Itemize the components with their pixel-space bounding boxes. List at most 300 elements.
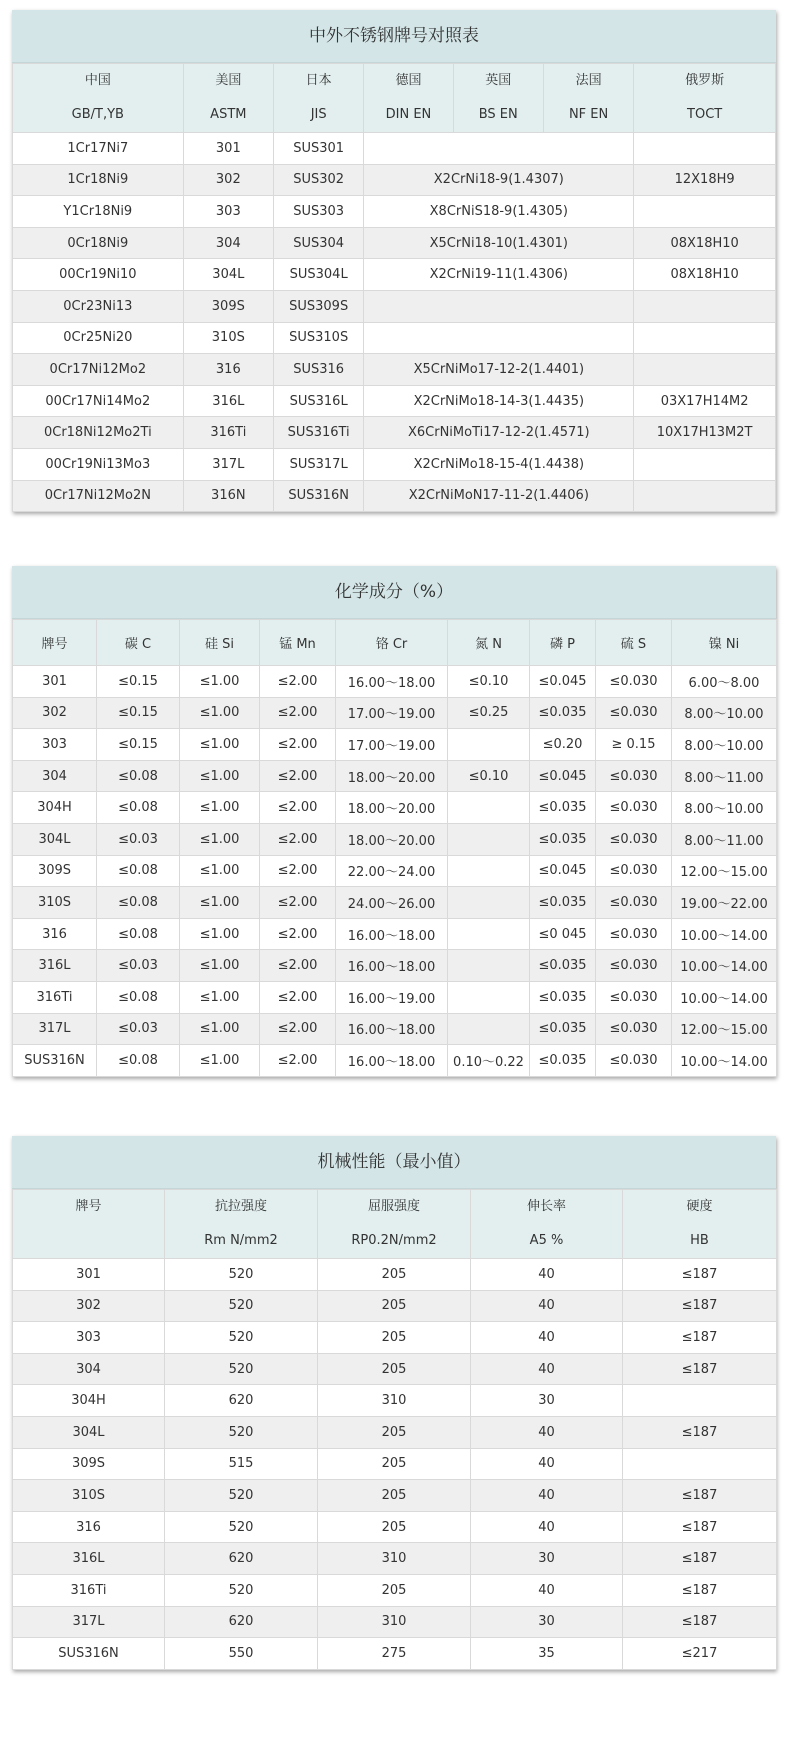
- cell-jis-grade: SUS304: [274, 227, 364, 259]
- table-cell: 22.00～24.00: [336, 855, 448, 887]
- cell-jis-grade: SUS303: [274, 196, 364, 228]
- table-cell: ≤0.030: [596, 950, 672, 982]
- table-cell: ≤1.00: [180, 855, 260, 887]
- table-cell: 316: [13, 918, 97, 950]
- table-row: [13, 227, 776, 259]
- table-cell: 310S: [13, 1480, 165, 1512]
- column-header: 硅 Si: [180, 620, 260, 666]
- table-cell: 520: [165, 1322, 318, 1354]
- cell-eu-grade: X5CrNi18-10(1.4301): [364, 227, 634, 259]
- table-cell: 309S: [13, 855, 97, 887]
- table-cell: ≤0.030: [596, 855, 672, 887]
- cell-toct-grade: 10X17H13M2T: [634, 417, 776, 449]
- cell-jis-grade: SUS301: [274, 133, 364, 165]
- table-cell: 10.00～14.00: [672, 918, 777, 950]
- table-row: [13, 1511, 777, 1543]
- cell-china-grade: 0Cr17Ni12Mo2: [13, 354, 184, 386]
- mech-table-body: [13, 1259, 777, 1670]
- cell-china-grade: 00Cr17Ni14Mo2: [13, 385, 184, 417]
- column-header: 硫 S: [596, 620, 672, 666]
- table-cell: [448, 1013, 530, 1045]
- table-cell: 205: [318, 1480, 471, 1512]
- cell-eu-grade: [364, 133, 634, 165]
- table-row: [13, 918, 777, 950]
- table-cell: ≤0.03: [97, 1013, 180, 1045]
- table-cell: ≤2.00: [260, 1045, 336, 1077]
- header-china: 中国 GB/T,YB: [13, 64, 184, 133]
- table-cell: ≤0.030: [596, 887, 672, 919]
- cell-toct-grade: [634, 480, 776, 512]
- table-cell: 310: [318, 1385, 471, 1417]
- cell-eu-grade: X6CrNiMoTi17-12-2(1.4571): [364, 417, 634, 449]
- table-cell: ≤187: [623, 1543, 777, 1575]
- table-cell: ≤2.00: [260, 760, 336, 792]
- chem-table-title: 化学成分（%）: [12, 566, 776, 619]
- table-cell: 301: [13, 1259, 165, 1291]
- table-cell: 304L: [13, 823, 97, 855]
- cell-eu-grade: X2CrNiMo18-14-3(1.4435): [364, 385, 634, 417]
- table-row: [13, 480, 776, 512]
- table-cell: ≤0.030: [596, 697, 672, 729]
- cell-astm-grade: 301: [183, 133, 273, 165]
- table-row: [13, 196, 776, 228]
- table-cell: 18.00～20.00: [336, 823, 448, 855]
- table-cell: 520: [165, 1259, 318, 1291]
- table-cell: 10.00～14.00: [672, 981, 777, 1013]
- table-cell: ≤187: [623, 1574, 777, 1606]
- table-cell: 40: [471, 1480, 623, 1512]
- table-row: [13, 855, 777, 887]
- table-cell: ≤0.045: [530, 760, 596, 792]
- table-cell: 16.00～18.00: [336, 666, 448, 698]
- table-cell: 19.00～22.00: [672, 887, 777, 919]
- table-cell: ≤0.030: [596, 981, 672, 1013]
- table-cell: ≤0.030: [596, 760, 672, 792]
- table-cell: ≤0.08: [97, 981, 180, 1013]
- table-row: [13, 1353, 777, 1385]
- table-row: [13, 164, 776, 196]
- table-cell: [448, 792, 530, 824]
- table-cell: 6.00～8.00: [672, 666, 777, 698]
- table-cell: 16.00～18.00: [336, 1045, 448, 1077]
- table-row: [13, 729, 777, 761]
- table-cell: 302: [13, 697, 97, 729]
- mech-table-header-row: [13, 1190, 777, 1259]
- table-cell: ≤2.00: [260, 918, 336, 950]
- cell-china-grade: 0Cr18Ni9: [13, 227, 184, 259]
- table-cell: ≤0.20: [530, 729, 596, 761]
- table-cell: 520: [165, 1353, 318, 1385]
- table-cell: 550: [165, 1638, 318, 1670]
- cell-jis-grade: SUS317L: [274, 448, 364, 480]
- table-cell: ≤0.08: [97, 1045, 180, 1077]
- cell-jis-grade: SUS316L: [274, 385, 364, 417]
- table-cell: [448, 950, 530, 982]
- table-cell: 275: [318, 1638, 471, 1670]
- cell-toct-grade: [634, 322, 776, 354]
- table-cell: [623, 1385, 777, 1417]
- table-cell: 205: [318, 1511, 471, 1543]
- table-cell: ≤0.045: [530, 855, 596, 887]
- table-cell: ≤1.00: [180, 823, 260, 855]
- table-cell: 310S: [13, 887, 97, 919]
- table-cell: ≤0.035: [530, 887, 596, 919]
- table-cell: ≤0.15: [97, 666, 180, 698]
- column-header: 铬 Cr: [336, 620, 448, 666]
- table-cell: [623, 1448, 777, 1480]
- table-row: [13, 1638, 777, 1670]
- table-cell: 8.00～10.00: [672, 729, 777, 761]
- cell-china-grade: 0Cr18Ni12Mo2Ti: [13, 417, 184, 449]
- table-cell: ≤0.10: [448, 760, 530, 792]
- cell-astm-grade: 317L: [183, 448, 273, 480]
- table-cell: 40: [471, 1259, 623, 1291]
- table-cell: 35: [471, 1638, 623, 1670]
- table-cell: ≤0.15: [97, 729, 180, 761]
- table-cell: ≤1.00: [180, 697, 260, 729]
- table-row: [13, 290, 776, 322]
- table-cell: 16.00～18.00: [336, 918, 448, 950]
- table-cell: 520: [165, 1290, 318, 1322]
- cell-china-grade: 1Cr18Ni9: [13, 164, 184, 196]
- chem-table-header-row: [13, 620, 777, 666]
- table-cell: ≤0.25: [448, 697, 530, 729]
- table-cell: ≤187: [623, 1480, 777, 1512]
- column-header: 锰 Mn: [260, 620, 336, 666]
- header-france: 法国 NF EN: [543, 64, 633, 133]
- column-header: 伸长率 A5 %: [471, 1190, 623, 1259]
- table-row: [13, 448, 776, 480]
- cell-astm-grade: 316: [183, 354, 273, 386]
- table-cell: SUS316N: [13, 1638, 165, 1670]
- table-cell: 0.10～0.22: [448, 1045, 530, 1077]
- chemical-composition-table: [12, 619, 777, 1077]
- table-cell: ≤0.035: [530, 823, 596, 855]
- table-cell: 316L: [13, 1543, 165, 1575]
- table-row: [13, 259, 776, 291]
- table-cell: 30: [471, 1606, 623, 1638]
- cell-eu-grade: [364, 322, 634, 354]
- table-cell: 8.00～10.00: [672, 697, 777, 729]
- table-cell: ≤0.035: [530, 950, 596, 982]
- column-header: 碳 C: [97, 620, 180, 666]
- table-row: [13, 1013, 777, 1045]
- table-cell: 40: [471, 1322, 623, 1354]
- table-cell: ≤0.035: [530, 1013, 596, 1045]
- table-row: [13, 887, 777, 919]
- table-cell: ≤0.03: [97, 950, 180, 982]
- table-row: [13, 417, 776, 449]
- table-cell: ≤0.15: [97, 697, 180, 729]
- cell-astm-grade: 316L: [183, 385, 273, 417]
- cell-jis-grade: SUS310S: [274, 322, 364, 354]
- table-cell: ≤0.035: [530, 981, 596, 1013]
- table-cell: 620: [165, 1606, 318, 1638]
- column-header: 屈服强度 RP0.2N/mm2: [318, 1190, 471, 1259]
- table-cell: 303: [13, 729, 97, 761]
- cell-astm-grade: 303: [183, 196, 273, 228]
- table-cell: ≤1.00: [180, 981, 260, 1013]
- table-cell: 304: [13, 760, 97, 792]
- table-row: [13, 1259, 777, 1291]
- table-row: [13, 1543, 777, 1575]
- column-header: 牌号: [13, 620, 97, 666]
- table-cell: ≤0.08: [97, 792, 180, 824]
- table-cell: 520: [165, 1416, 318, 1448]
- table-cell: ≤2.00: [260, 950, 336, 982]
- cell-astm-grade: 316N: [183, 480, 273, 512]
- table-cell: 205: [318, 1353, 471, 1385]
- table-cell: 10.00～14.00: [672, 1045, 777, 1077]
- table-row: [13, 981, 777, 1013]
- table-cell: ≤1.00: [180, 729, 260, 761]
- table-cell: 17.00～19.00: [336, 697, 448, 729]
- table-cell: ≤187: [623, 1416, 777, 1448]
- table-cell: 515: [165, 1448, 318, 1480]
- table-cell: 40: [471, 1574, 623, 1606]
- table-cell: 520: [165, 1480, 318, 1512]
- table-cell: 40: [471, 1353, 623, 1385]
- table-cell: ≤1.00: [180, 1013, 260, 1045]
- table-cell: ≤2.00: [260, 1013, 336, 1045]
- grade-table-header-row: [13, 64, 776, 133]
- cell-china-grade: 0Cr25Ni20: [13, 322, 184, 354]
- cell-jis-grade: SUS302: [274, 164, 364, 196]
- cell-eu-grade: X5CrNiMo17-12-2(1.4401): [364, 354, 634, 386]
- cell-astm-grade: 316Ti: [183, 417, 273, 449]
- cell-china-grade: Y1Cr18Ni9: [13, 196, 184, 228]
- cell-eu-grade: X8CrNiS18-9(1.4305): [364, 196, 634, 228]
- grade-table-title: 中外不锈钢牌号对照表: [12, 10, 776, 63]
- table-cell: [448, 887, 530, 919]
- table-cell: ≤2.00: [260, 697, 336, 729]
- table-row: [13, 1480, 777, 1512]
- header-russia: 俄罗斯 TOCT: [634, 64, 776, 133]
- table-row: [13, 792, 777, 824]
- table-cell: [448, 823, 530, 855]
- table-cell: 304: [13, 1353, 165, 1385]
- table-row: [13, 697, 777, 729]
- table-cell: ≤1.00: [180, 887, 260, 919]
- table-cell: 17.00～19.00: [336, 729, 448, 761]
- table-cell: 12.00～15.00: [672, 855, 777, 887]
- cell-china-grade: 0Cr23Ni13: [13, 290, 184, 322]
- chemical-composition-panel: [12, 566, 776, 1077]
- cell-toct-grade: [634, 354, 776, 386]
- cell-toct-grade: 03X17H14M2: [634, 385, 776, 417]
- column-header: 磷 P: [530, 620, 596, 666]
- table-cell: ≤2.00: [260, 666, 336, 698]
- header-germany: 德国 DIN EN: [364, 64, 453, 133]
- table-cell: ≤0.03: [97, 823, 180, 855]
- table-cell: ≤2.00: [260, 981, 336, 1013]
- column-header: 硬度 HB: [623, 1190, 777, 1259]
- grade-comparison-panel: [12, 10, 776, 512]
- table-cell: 309S: [13, 1448, 165, 1480]
- table-cell: ≤2.00: [260, 823, 336, 855]
- table-cell: [448, 855, 530, 887]
- table-cell: [448, 729, 530, 761]
- table-cell: 8.00～11.00: [672, 760, 777, 792]
- table-cell: ≤0.045: [530, 666, 596, 698]
- table-cell: 303: [13, 1322, 165, 1354]
- table-cell: 310: [318, 1606, 471, 1638]
- table-cell: 301: [13, 666, 97, 698]
- table-cell: 8.00～11.00: [672, 823, 777, 855]
- table-row: [13, 950, 777, 982]
- cell-toct-grade: 12X18H9: [634, 164, 776, 196]
- table-cell: 316: [13, 1511, 165, 1543]
- table-cell: ≤2.00: [260, 729, 336, 761]
- table-cell: 317L: [13, 1013, 97, 1045]
- table-row: [13, 1045, 777, 1077]
- table-row: [13, 1322, 777, 1354]
- table-cell: 520: [165, 1574, 318, 1606]
- table-cell: 316Ti: [13, 981, 97, 1013]
- cell-astm-grade: 310S: [183, 322, 273, 354]
- table-cell: 16.00～19.00: [336, 981, 448, 1013]
- table-cell: ≤0.08: [97, 887, 180, 919]
- grade-table-body: [13, 133, 776, 512]
- cell-jis-grade: SUS316N: [274, 480, 364, 512]
- table-cell: ≤0.10: [448, 666, 530, 698]
- table-cell: ≤187: [623, 1259, 777, 1291]
- table-cell: 620: [165, 1385, 318, 1417]
- table-row: [13, 1574, 777, 1606]
- cell-eu-grade: [364, 290, 634, 322]
- cell-jis-grade: SUS309S: [274, 290, 364, 322]
- cell-china-grade: 1Cr17Ni7: [13, 133, 184, 165]
- table-row: [13, 1290, 777, 1322]
- table-row: [13, 823, 777, 855]
- table-cell: ≤0.08: [97, 855, 180, 887]
- table-cell: ≤0.035: [530, 697, 596, 729]
- table-cell: 205: [318, 1322, 471, 1354]
- chem-table-body: [13, 666, 777, 1077]
- cell-jis-grade: SUS304L: [274, 259, 364, 291]
- table-cell: ≤187: [623, 1606, 777, 1638]
- table-cell: [448, 981, 530, 1013]
- table-row: [13, 1606, 777, 1638]
- table-cell: 18.00～20.00: [336, 792, 448, 824]
- table-row: [13, 1416, 777, 1448]
- column-header: 氮 N: [448, 620, 530, 666]
- table-cell: ≤187: [623, 1353, 777, 1385]
- table-cell: ≤0.035: [530, 1045, 596, 1077]
- table-cell: ≤187: [623, 1290, 777, 1322]
- cell-china-grade: 00Cr19Ni10: [13, 259, 184, 291]
- table-cell: ≤1.00: [180, 666, 260, 698]
- cell-toct-grade: [634, 133, 776, 165]
- table-cell: 18.00～20.00: [336, 760, 448, 792]
- table-cell: ≤1.00: [180, 950, 260, 982]
- cell-toct-grade: [634, 196, 776, 228]
- table-cell: 304H: [13, 792, 97, 824]
- cell-astm-grade: 302: [183, 164, 273, 196]
- header-usa: 美国 ASTM: [183, 64, 273, 133]
- table-cell: 16.00～18.00: [336, 950, 448, 982]
- header-uk: 英国 BS EN: [453, 64, 543, 133]
- table-cell: ≤0.030: [596, 1013, 672, 1045]
- table-cell: ≤0.035: [530, 792, 596, 824]
- mechanical-properties-table: [12, 1189, 777, 1670]
- table-cell: 30: [471, 1543, 623, 1575]
- table-cell: ≤0.030: [596, 666, 672, 698]
- cell-astm-grade: 304: [183, 227, 273, 259]
- table-cell: ≤1.00: [180, 760, 260, 792]
- table-cell: 24.00～26.00: [336, 887, 448, 919]
- table-cell: 310: [318, 1543, 471, 1575]
- table-cell: ≤1.00: [180, 792, 260, 824]
- cell-jis-grade: SUS316Ti: [274, 417, 364, 449]
- table-cell: 30: [471, 1385, 623, 1417]
- table-row: [13, 1385, 777, 1417]
- table-cell: ≤0 045: [530, 918, 596, 950]
- table-cell: ≤0.030: [596, 1045, 672, 1077]
- table-cell: ≤0.030: [596, 792, 672, 824]
- table-cell: 316Ti: [13, 1574, 165, 1606]
- cell-toct-grade: [634, 290, 776, 322]
- table-cell: 205: [318, 1290, 471, 1322]
- column-header: 牌号: [13, 1190, 165, 1259]
- table-cell: ≤187: [623, 1511, 777, 1543]
- cell-jis-grade: SUS316: [274, 354, 364, 386]
- table-cell: ≤2.00: [260, 792, 336, 824]
- cell-eu-grade: X2CrNiMoN17-11-2(1.4406): [364, 480, 634, 512]
- cell-toct-grade: 08X18H10: [634, 227, 776, 259]
- table-cell: ≥ 0.15: [596, 729, 672, 761]
- cell-astm-grade: 304L: [183, 259, 273, 291]
- table-cell: 205: [318, 1259, 471, 1291]
- table-cell: 317L: [13, 1606, 165, 1638]
- table-cell: 205: [318, 1416, 471, 1448]
- table-cell: 40: [471, 1511, 623, 1543]
- table-cell: 16.00～18.00: [336, 1013, 448, 1045]
- cell-astm-grade: 309S: [183, 290, 273, 322]
- table-cell: ≤2.00: [260, 887, 336, 919]
- table-cell: 40: [471, 1448, 623, 1480]
- table-row: [13, 666, 777, 698]
- table-cell: ≤1.00: [180, 918, 260, 950]
- table-cell: ≤2.00: [260, 855, 336, 887]
- table-cell: 205: [318, 1574, 471, 1606]
- cell-eu-grade: X2CrNi18-9(1.4307): [364, 164, 634, 196]
- table-cell: SUS316N: [13, 1045, 97, 1077]
- table-cell: ≤1.00: [180, 1045, 260, 1077]
- mechanical-properties-panel: [12, 1136, 776, 1670]
- table-cell: 40: [471, 1290, 623, 1322]
- table-cell: 316L: [13, 950, 97, 982]
- column-header: 镍 Ni: [672, 620, 777, 666]
- table-row: [13, 354, 776, 386]
- table-row: [13, 760, 777, 792]
- table-cell: ≤187: [623, 1322, 777, 1354]
- table-row: [13, 1448, 777, 1480]
- table-cell: 8.00～10.00: [672, 792, 777, 824]
- table-cell: 40: [471, 1416, 623, 1448]
- table-cell: 304L: [13, 1416, 165, 1448]
- table-cell: 304H: [13, 1385, 165, 1417]
- header-japan: 日本 JIS: [274, 64, 364, 133]
- table-row: [13, 322, 776, 354]
- table-row: [13, 385, 776, 417]
- table-cell: [448, 918, 530, 950]
- cell-china-grade: 00Cr19Ni13Mo3: [13, 448, 184, 480]
- mech-table-title: 机械性能（最小值）: [12, 1136, 776, 1189]
- table-cell: 12.00～15.00: [672, 1013, 777, 1045]
- cell-eu-grade: X2CrNi19-11(1.4306): [364, 259, 634, 291]
- table-cell: ≤0.030: [596, 918, 672, 950]
